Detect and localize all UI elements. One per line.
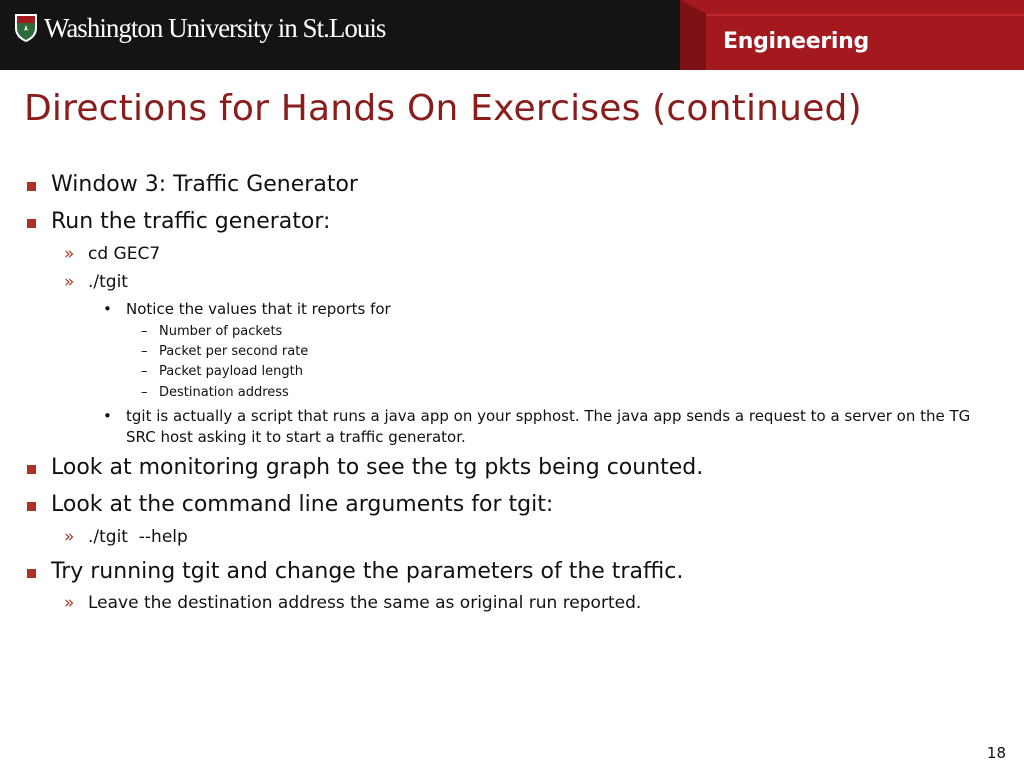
list-item: Look at monitoring graph to see the tg pkts being counted. [51,455,704,480]
list-item: Notice the values that it reports for [126,300,391,318]
page-number: 18 [986,744,1006,762]
list-item: cd GEC7 [88,244,161,264]
list-item: Try running tgit and change the parameters of the traffic. [51,559,684,584]
list-item: Look at the command line arguments for tgit: [51,492,554,517]
bullet-chevron-icon: » [64,527,75,547]
bullet-chevron-icon: » [64,272,75,292]
university-name: Washington University in St.Louis [44,12,386,43]
list-item: Window 3: Traffic Generator [51,172,358,197]
list-item: Number of packets [159,324,283,339]
list-item: Leave the destination address the same as original run reported. [88,593,642,613]
bullet-dot-icon: • [103,300,112,318]
department-name: Engineering [723,29,869,54]
shield-icon [14,13,38,43]
bullet-square-icon [27,569,36,578]
bullet-square-icon [27,502,36,511]
list-item: ./tgit --help [88,527,188,547]
bullet-square-icon [27,182,36,191]
header-bar [0,0,1024,70]
list-item: ./tgit [88,272,128,292]
list-item: Destination address [159,385,289,400]
bullet-square-icon [27,465,36,474]
list-item: Packet payload length [159,364,303,379]
bullet-dash-icon: – [141,344,148,359]
bullet-dash-icon: – [141,385,148,400]
slide-title: Directions for Hands On Exercises (continued) [24,88,862,129]
list-item: Packet per second rate [159,344,309,359]
bullet-chevron-icon: » [64,244,75,264]
university-logo [14,12,385,44]
bullet-dash-icon: – [141,324,148,339]
list-item: Run the traffic generator: [51,209,331,234]
bullet-chevron-icon: » [64,593,75,613]
list-item: tgit is actually a script that runs a java app on your spphost. The java app sends a request to a server on the TG SRC host asking it to start a traffic generator. [126,407,971,446]
bullet-dash-icon: – [141,364,148,379]
bullet-dot-icon: • [103,407,112,425]
bullet-square-icon [27,219,36,228]
